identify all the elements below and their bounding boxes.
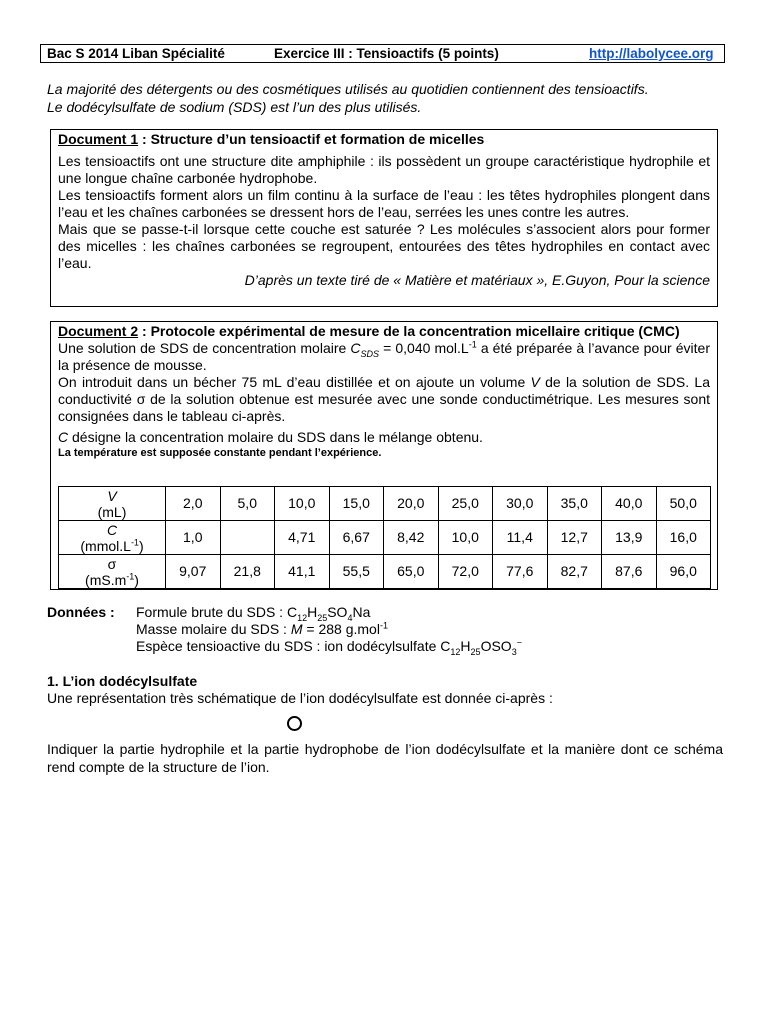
table-cell: 30,0 xyxy=(493,487,548,521)
table-cell: 25,0 xyxy=(438,487,493,521)
table-cell: 55,5 xyxy=(329,555,384,589)
table-cell: 4,71 xyxy=(275,521,330,555)
table-cell: 87,6 xyxy=(602,555,657,589)
table-row-concentration xyxy=(59,521,711,555)
table-cell: 12,7 xyxy=(547,521,602,555)
document-2 xyxy=(50,321,718,590)
document-1 xyxy=(50,129,718,307)
ion-schematic-circle-icon xyxy=(287,716,302,731)
table-cell: 9,07 xyxy=(166,555,221,589)
exercise-title: Exercice III : Tensioactifs (5 points) xyxy=(274,46,499,61)
table-cell: 1,0 xyxy=(166,521,221,555)
doc1-title-text: : Structure d’un tensioactif et formation de micelles xyxy=(138,131,485,147)
table-cell: 13,9 xyxy=(602,521,657,555)
labolycee-link[interactable]: http://labolycee.org xyxy=(589,46,714,61)
table-cell: 2,0 xyxy=(166,487,221,521)
table-cell: 20,0 xyxy=(384,487,439,521)
table-cell xyxy=(220,521,275,555)
table-cell: 11,4 xyxy=(493,521,548,555)
question-1-text: Une représentation très schématique de l’ion dodécylsulfate est donnée ci-après : xyxy=(47,690,553,706)
table-row-conductivity xyxy=(59,555,711,589)
intro-line-1: La majorité des détergents ou des cosmétiques utilisés au quotidien contiennent des tensioactifs. xyxy=(47,81,649,97)
table-cell: 65,0 xyxy=(384,555,439,589)
doc2-title-text: : Protocole expérimental de mesure de la concentration micellaire critique (CMC) xyxy=(138,323,680,339)
table-cell: 21,8 xyxy=(220,555,275,589)
table-cell: 50,0 xyxy=(656,487,711,521)
doc2-paragraph-2: On introduit dans un bécher 75 mL d’eau distillée et on ajoute un volume V de la solution de SDS. La conductivité σ de la solution obtenue est mesurée avec une sonde conductimétrique. Les mesures sont consignées dans le tableau ci-après. xyxy=(58,374,710,424)
table-cell: 77,6 xyxy=(493,555,548,589)
table-row-volume xyxy=(59,487,711,521)
table-cell: 96,0 xyxy=(656,555,711,589)
table-cell: 5,0 xyxy=(220,487,275,521)
row-label-concentration: C $(mmol.L^{-1})$ xyxy=(59,521,166,555)
intro-line-2: Le dodécylsulfate de sodium (SDS) est l’un des plus utilisés. xyxy=(47,99,422,115)
table-cell: 41,1 xyxy=(275,555,330,589)
doc1-paragraph-2: Les tensioactifs forment alors un film continu à la surface de l’eau : les têtes hydrophiles plongent dans l’eau et les chaînes carbonées se dressent hors de l’eau, serrées les unes contre les autres. xyxy=(58,187,710,220)
row-label-conductivity: σ $(mS.m^{-1})$ xyxy=(59,555,166,589)
question-1-title: 1. L’ion dodécylsulfate xyxy=(47,673,198,689)
table-cell: 6,67 xyxy=(329,521,384,555)
doc2-title xyxy=(58,323,710,340)
table-cell: 10,0 xyxy=(438,521,493,555)
data-values xyxy=(136,604,522,655)
table-cell: 16,0 xyxy=(656,521,711,555)
table-cell: 8,42 xyxy=(384,521,439,555)
doc1-source: D’après un texte tiré de « Matière et matériaux », E.Guyon, Pour la science xyxy=(244,272,710,288)
doc1-paragraph-1: Les tensioactifs ont une structure dite amphiphile : ils possèdent un groupe caractéristique hydrophile et une longue chaîne carbonée hydrophobe. xyxy=(58,153,710,186)
doc2-label: Document 2 xyxy=(58,323,139,339)
measurement-table xyxy=(58,486,711,589)
data-label: Données : xyxy=(47,604,115,620)
question-1-instruction: Indiquer la partie hydrophile et la partie hydrophobe de l’ion dodécylsulfate et la manière dont ce schéma rend compte de la structure de l’ion. xyxy=(47,741,723,775)
table-cell: 10,0 xyxy=(275,487,330,521)
exercise-header xyxy=(40,44,725,63)
exam-title: Bac S 2014 Liban Spécialité xyxy=(47,46,225,61)
temperature-note: La température est supposée constante pendant l’expérience. xyxy=(58,447,382,459)
table-cell: 15,0 xyxy=(329,487,384,521)
table-cell: 35,0 xyxy=(547,487,602,521)
formula-line: Formule brute du SDS : $C_{12}H_{25}SO_4Na$ xyxy=(136,604,371,623)
doc2-paragraph-1: Une solution de SDS de concentration molaire $C_{SDS} = 0,040$ $mol.L^{-1}$ a été préparée à l’avance pour éviter la présence de mousse. xyxy=(58,339,710,373)
doc1-title xyxy=(58,131,710,148)
intro-text xyxy=(47,80,723,116)
doc2-paragraph-3: C désigne la concentration molaire du SDS dans le mélange obtenu. xyxy=(58,429,483,445)
table-cell: 72,0 xyxy=(438,555,493,589)
row-label-volume: V (mL) xyxy=(59,487,166,521)
doc1-label: Document 1 xyxy=(58,131,139,147)
table-cell: 82,7 xyxy=(547,555,602,589)
species-line: Espèce tensioactive du SDS : ion dodécylsulfate $C_{12}H_{25}OSO_3^-$ xyxy=(136,637,522,657)
doc1-paragraph-3: Mais que se passe-t-il lorsque cette couche est saturée ? Les molécules s’associent alors pour former des micelles : les chaînes carbonées se regroupent, entourées des têtes hydrophiles en contact avec l’eau. xyxy=(58,221,710,271)
table-cell: 40,0 xyxy=(602,487,657,521)
molar-mass-line: Masse molaire du SDS : M = 288 g.mol$^{-1}$ xyxy=(136,620,388,637)
